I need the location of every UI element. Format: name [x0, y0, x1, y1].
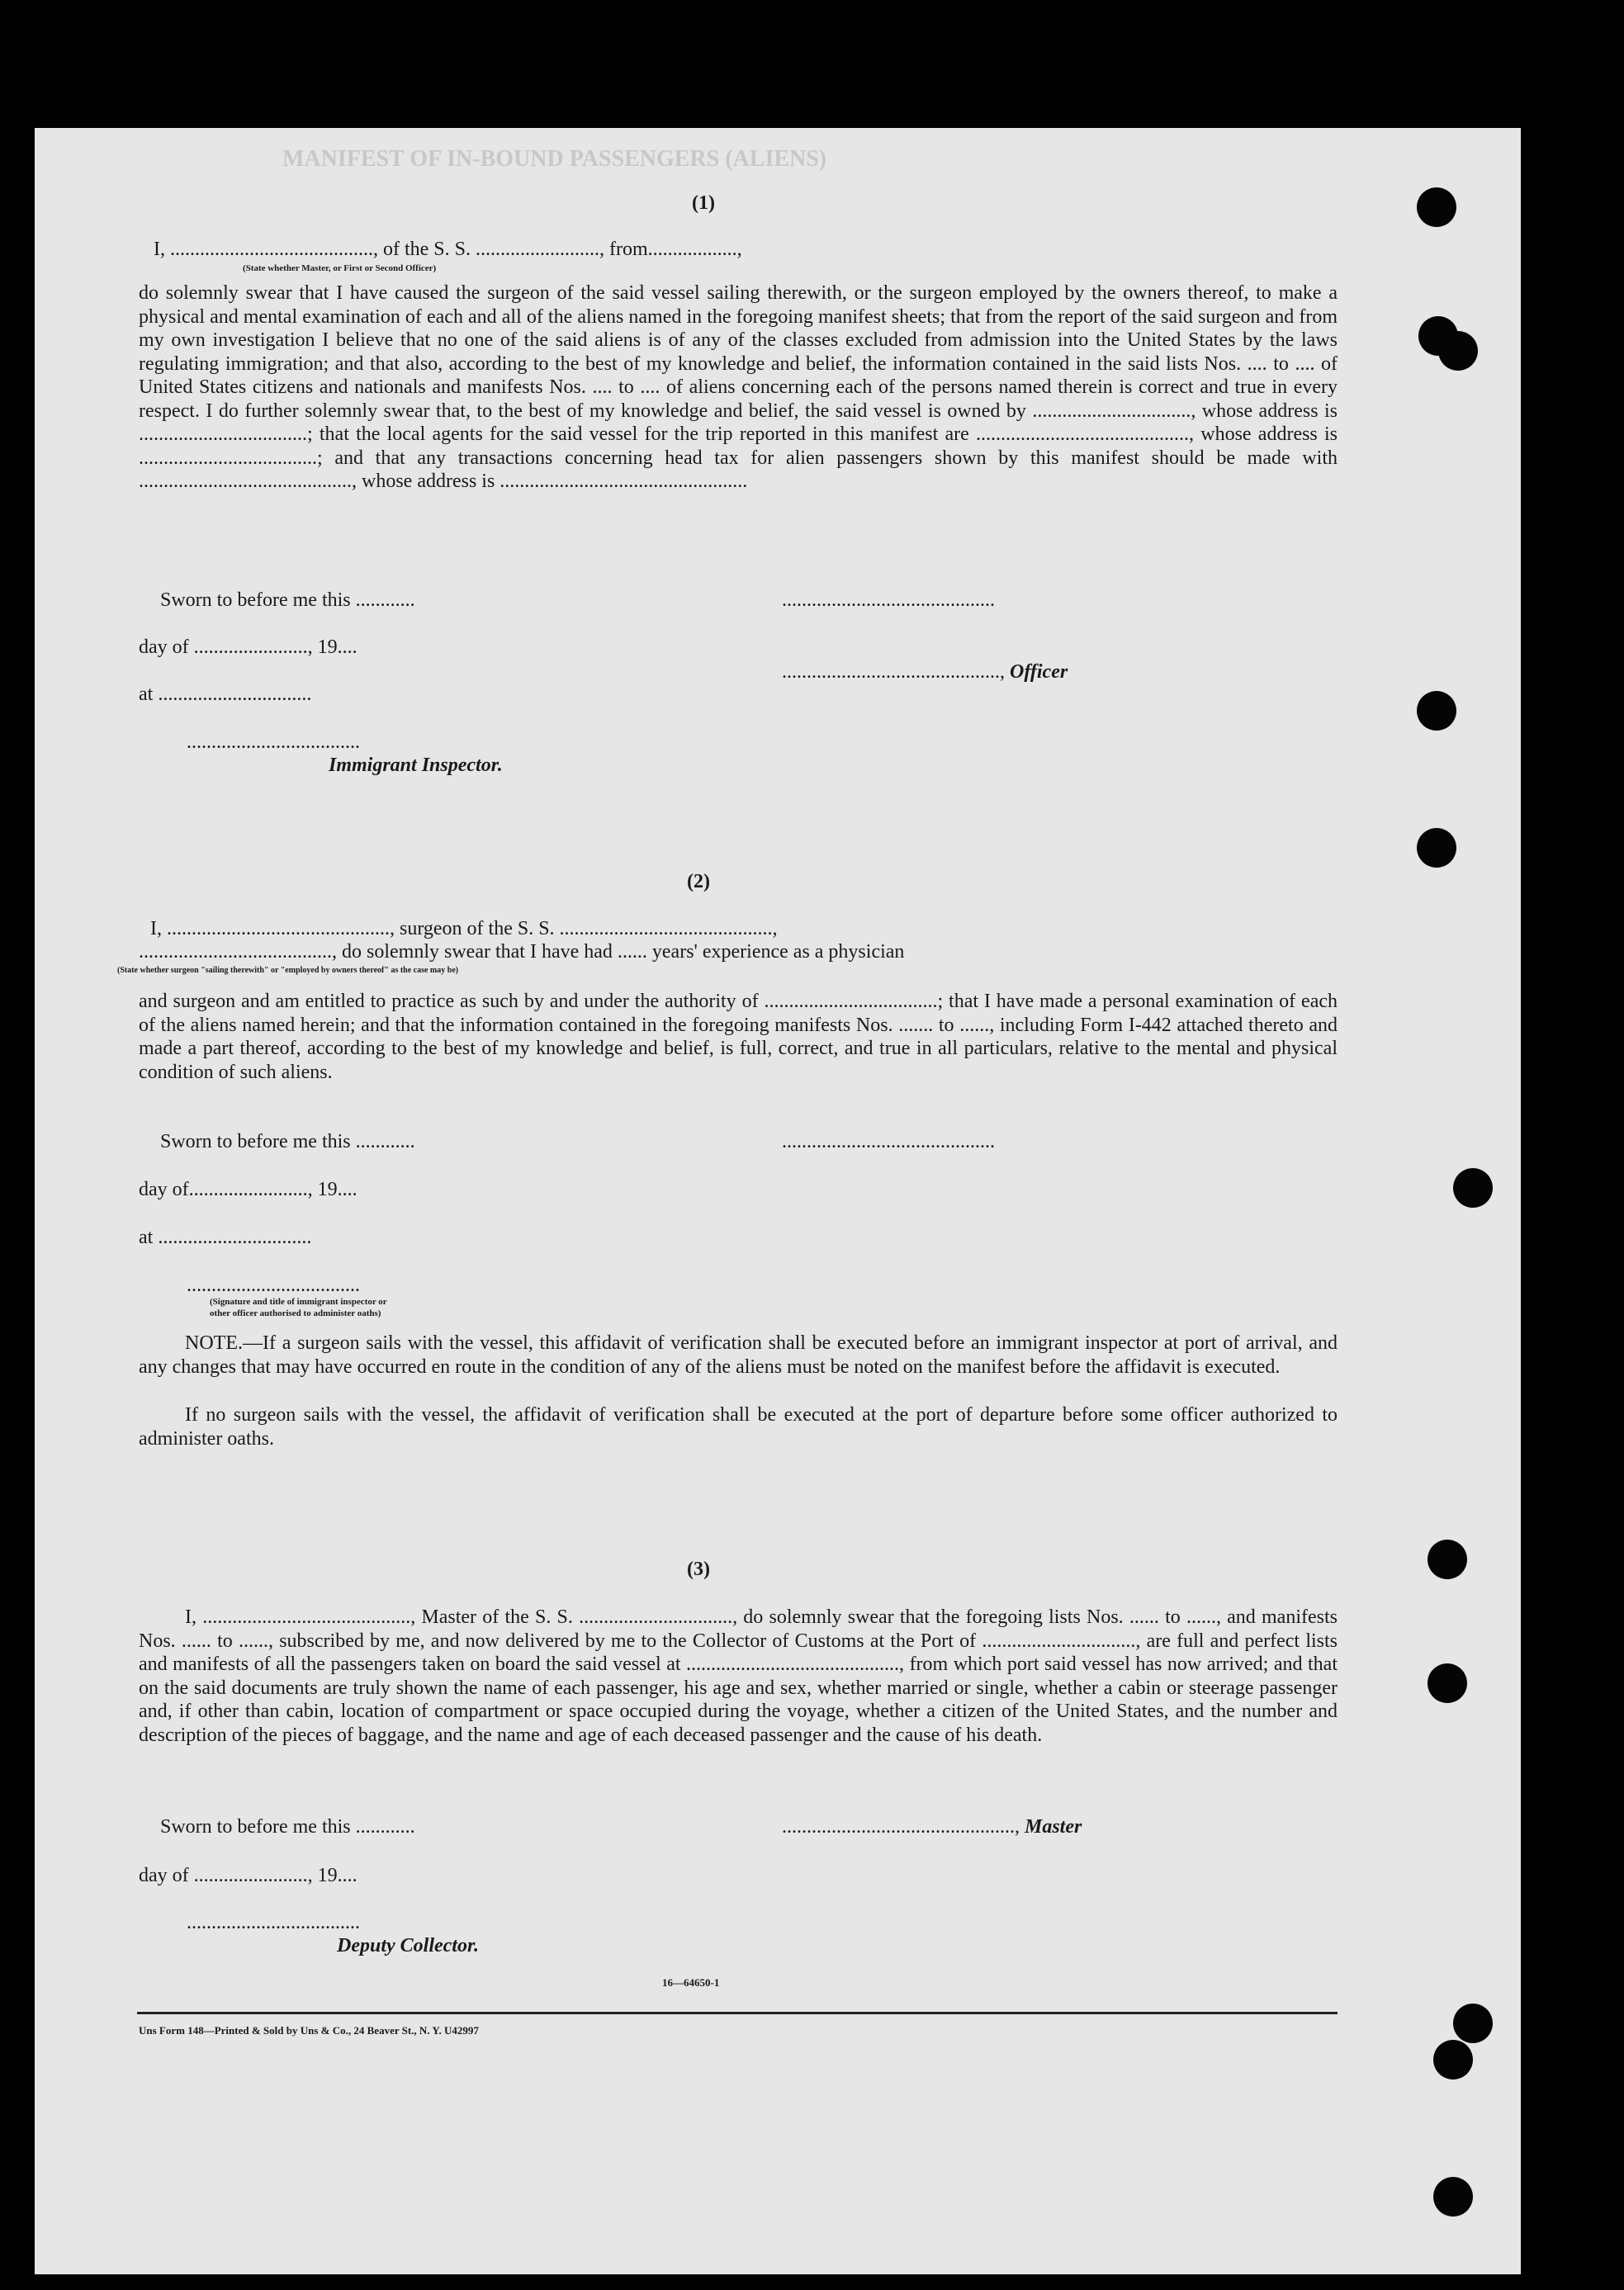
- section-1-line-1: I, ........................................., of the S. S. ........................., from..................,: [154, 239, 742, 260]
- binder-hole: [1453, 2004, 1493, 2043]
- binder-hole: [1417, 187, 1456, 227]
- section-1-signature-right: ...........................................: [782, 589, 995, 611]
- section-1-line-1-note: (State whether Master, or First or Second Officer): [243, 263, 437, 273]
- section-2-line-2-note: (State whether surgeon "sailing therewith" or "employed by owners thereof" as the case may be): [117, 966, 459, 975]
- section-1-signature-line: ...................................: [187, 731, 360, 753]
- form-number: 16—64650-1: [662, 1976, 720, 1989]
- binder-hole: [1417, 828, 1456, 868]
- footer-imprint: Uns Form 148—Printed & Sold by Uns & Co., 24 Beaver St., N. Y. U42997: [139, 2024, 479, 2037]
- section-1-number: (1): [692, 192, 715, 214]
- section-1-body: do solemnly swear that I have caused the surgeon of the said vessel sailing therewith, or the surgeon employed by the owners thereof, to make a physical and mental examination of each and all of the aliens named in the foregoing manifest sheets; that from the report of the said surgeon and from my own investigation I believe that no one of the said aliens is of any of the classes excluded from admission into the United States by the laws regulating immigration; and that also, according to the best of my knowledge and belief, the information contained in the said lists Nos. .... to .... of United States citizens and nationals and manifests Nos. .... to .... of aliens concerning each of the persons named therein is correct and true in every respect. I do further solemnly swear that, to the best of my knowledge and belief, the said vessel is owned by ................................, whose address is ..................................; that the local agents for the said vessel for the trip reported in this manifest are ..........................................., whose address is ....................................; and that any transactions concerning head tax for alien passengers shown by this manifest should be made with ..........................................., whose address is ..................................................: [139, 282, 1338, 492]
- binder-hole: [1428, 1663, 1467, 1703]
- footer-rule: [137, 2012, 1338, 2014]
- section-2-line-2: ......................................., do solemnly swear that I have had ...... years' experience as a physician: [139, 941, 905, 963]
- section-2-sworn: Sworn to before me this ............: [160, 1131, 415, 1152]
- binder-hole: [1428, 1540, 1467, 1579]
- section-3-signature-line: ...................................: [187, 1912, 360, 1933]
- section-2-note: NOTE.—If a surgeon sails with the vessel, this affidavit of verification shall be executed before an immigrant inspector at port of arrival, and any changes that may have occurred en route in the condition of any of the aliens must be noted on the manifest before the affidavit is executed.: [139, 1332, 1338, 1378]
- section-3-body: I, .........................................., Master of the S. S. ..............................., do solemnly swear that the foregoing lists Nos. ...... to ......, and manifests Nos. ...... to ......, subscribed by me, and now delivered by me to the Collector of Customs at the Port of ..............................., are full and perfect lists and manifests of all the passengers taken on board the said vessel at ..........................................., from which port said vessel has now arrived; and that on the said documents are truly shown the name of each passenger, his age and sex, whether married or single, whether a cabin or steerage passenger and, if other than cabin, location of compartment or space occupied during the voyage, whether a citizen of the United States, and the number and description of the pieces of baggage, and the name and age of each deceased passenger and the cause of his death.: [139, 1606, 1338, 1746]
- binder-hole: [1453, 1168, 1493, 1208]
- section-2-signature-note-1: (Signature and title of immigrant inspector or: [210, 1297, 387, 1307]
- section-2-signature-right: ...........................................: [782, 1131, 995, 1152]
- section-3-master-line: ..............................................., Master: [782, 1816, 1082, 1838]
- document-page: [35, 128, 1521, 2274]
- section-2-line-1: I, ............................................., surgeon of the S. S. ...........................................,: [150, 918, 778, 939]
- section-3-number: (3): [687, 1559, 710, 1580]
- section-1-day: day of ......................., 19....: [139, 636, 357, 658]
- section-2-signature-line: ...................................: [187, 1275, 360, 1296]
- section-2-signature-note-2: other officer authorised to administer oaths): [210, 1308, 381, 1318]
- binder-hole: [1433, 2177, 1473, 2217]
- section-1-officer-line: ............................................, Officer: [782, 661, 1068, 683]
- section-2-body: and surgeon and am entitled to practice as such by and under the authority of ...................................; that I have made a personal examination of each of the aliens named herein; and that the information contained in the foregoing manifests Nos. ....... to ......, including Form I-442 attached thereto and made a part thereof, according to the best of my knowledge and belief, is full, correct, and true in all particulars, relative to the mental and physical condition of such aliens.: [139, 991, 1338, 1083]
- section-2-number: (2): [687, 871, 710, 892]
- section-1-sworn: Sworn to before me this ............: [160, 589, 415, 611]
- section-3-sworn: Sworn to before me this ............: [160, 1816, 415, 1838]
- section-3-collector: Deputy Collector.: [337, 1935, 479, 1956]
- section-1-at: at ...............................: [139, 684, 312, 705]
- header-stamp: MANIFEST OF IN-BOUND PASSENGERS (ALIENS): [282, 146, 827, 172]
- section-2-day: day of........................, 19....: [139, 1179, 357, 1200]
- section-3-day: day of ......................., 19....: [139, 1865, 357, 1886]
- section-2-at: at ...............................: [139, 1227, 312, 1248]
- section-1-inspector: Immigrant Inspector.: [329, 755, 503, 776]
- section-2-note-2: If no surgeon sails with the vessel, the affidavit of verification shall be executed at the port of departure before some officer authorized to administer oaths.: [139, 1404, 1338, 1450]
- binder-hole: [1438, 331, 1478, 371]
- binder-hole: [1433, 2040, 1473, 2079]
- binder-hole: [1417, 691, 1456, 731]
